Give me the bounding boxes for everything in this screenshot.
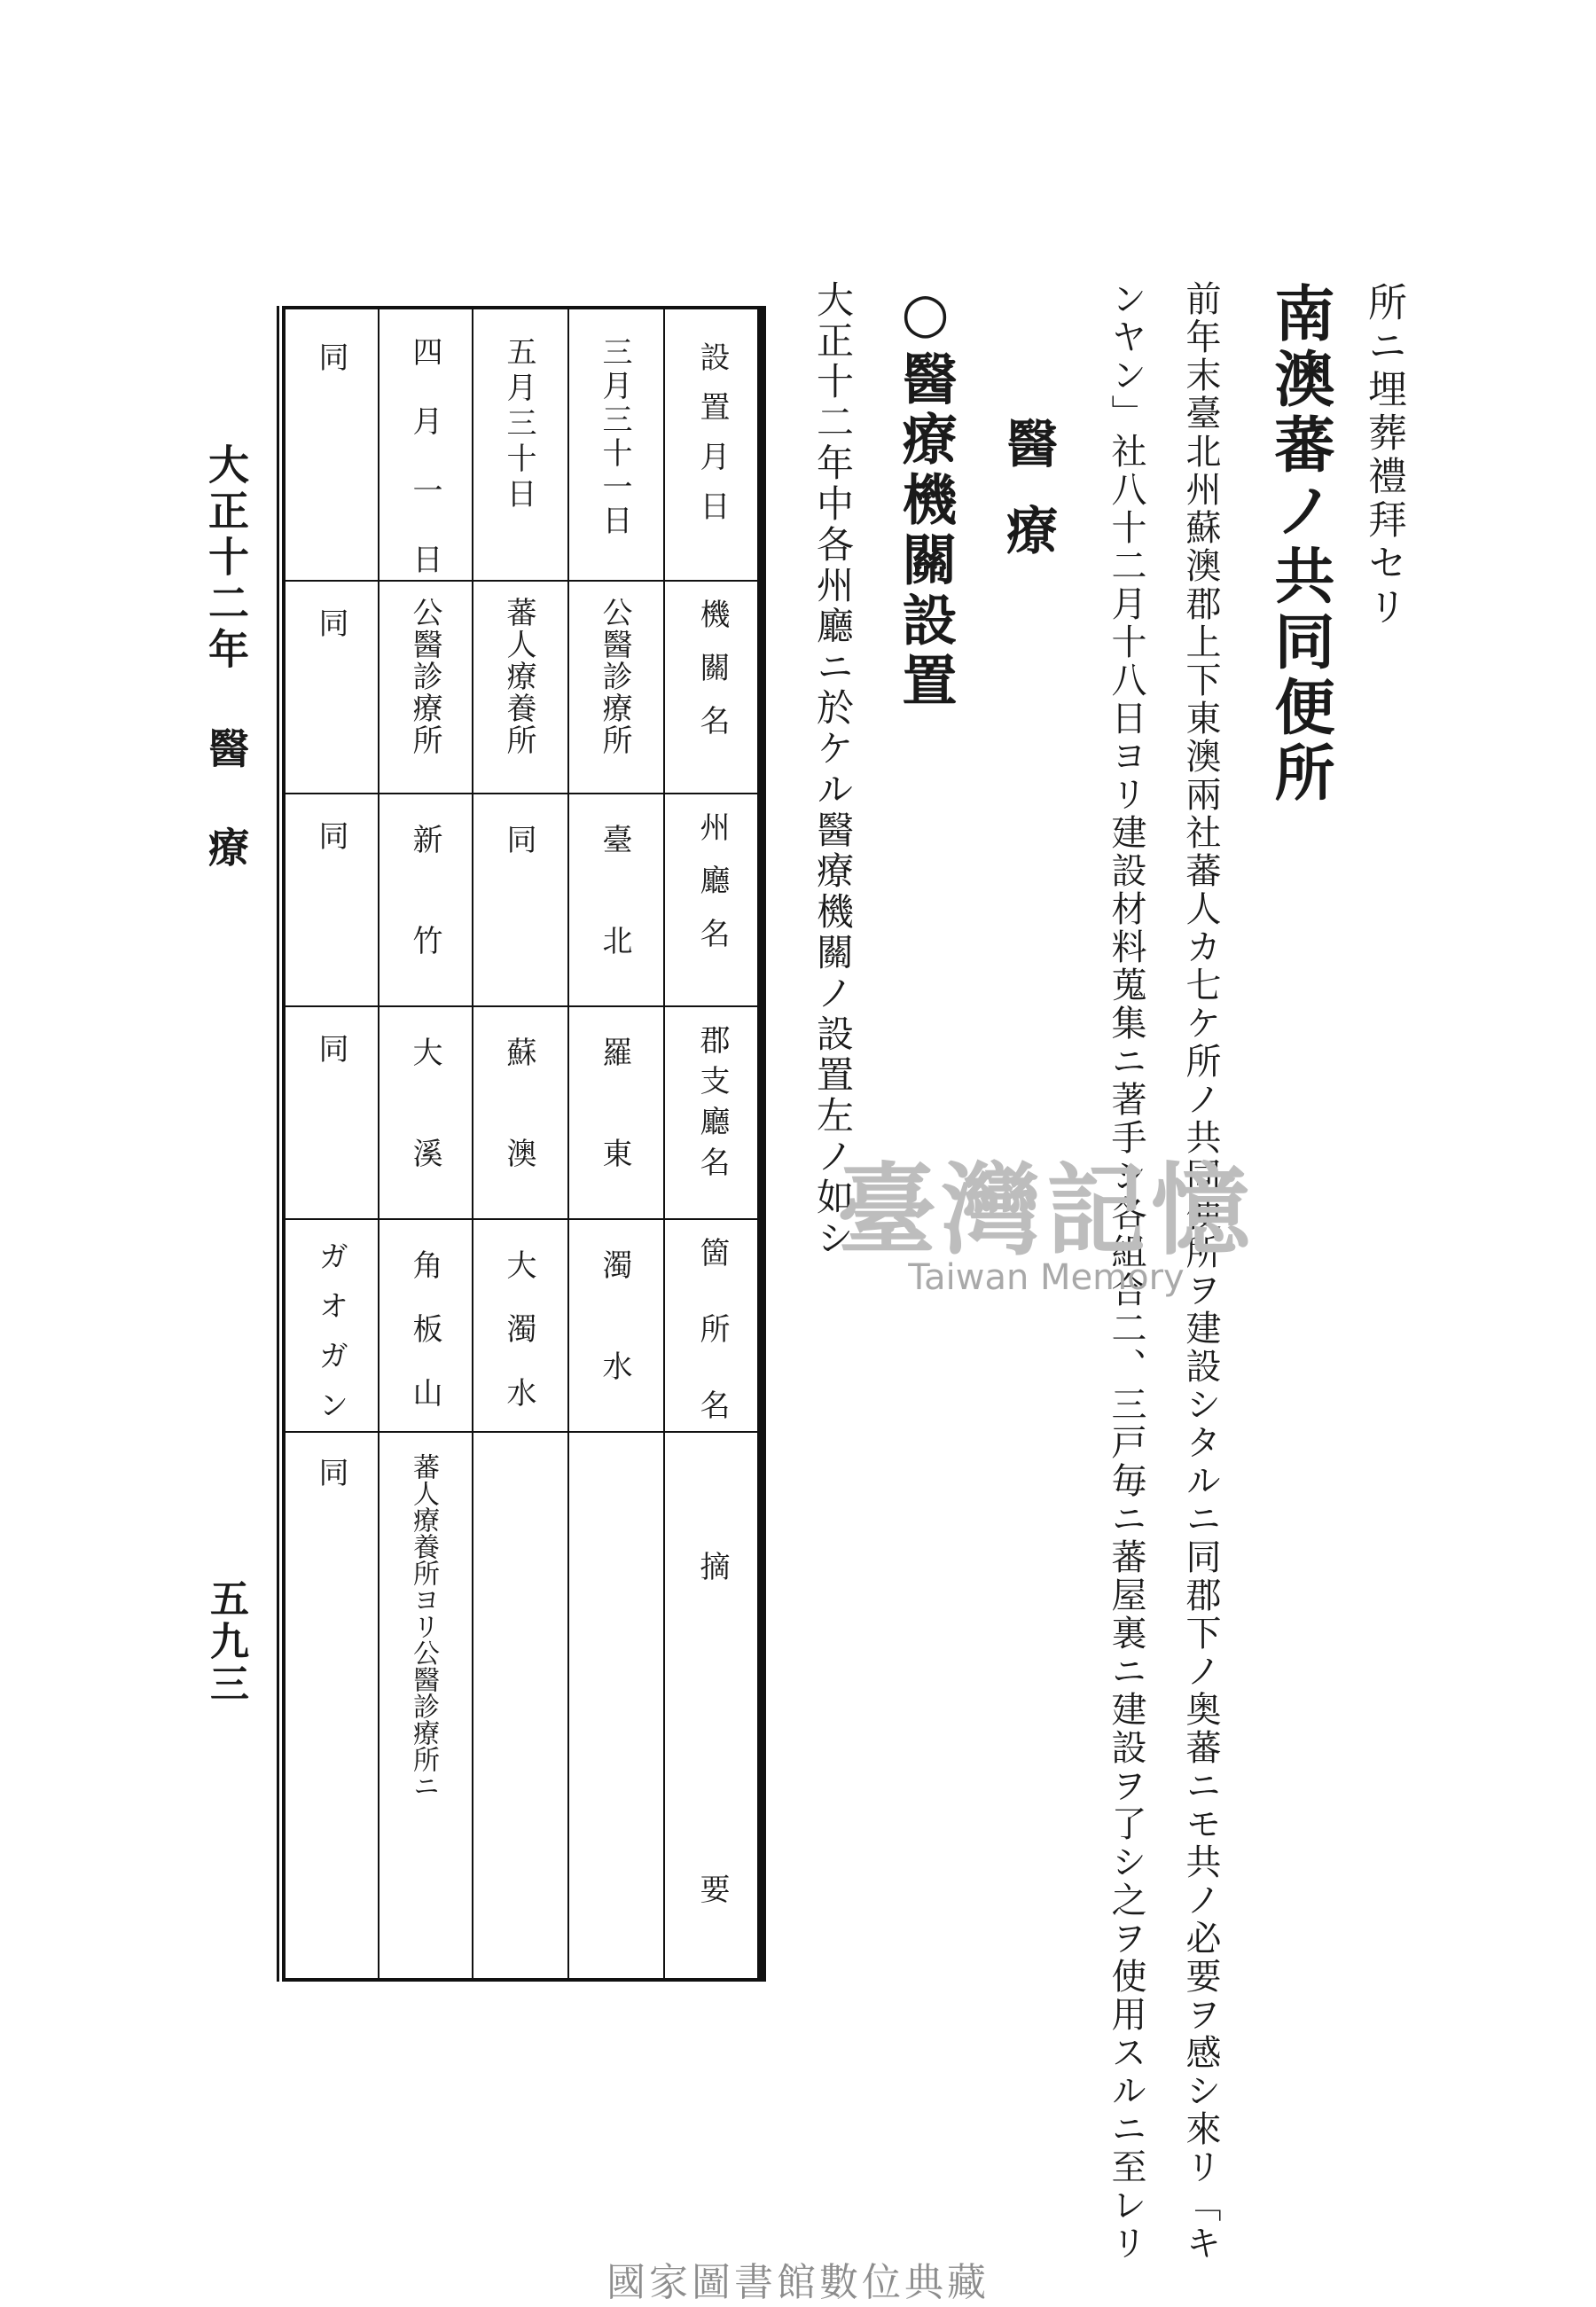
watermark xyxy=(798,1153,1295,1298)
header-cell: 箇所名 xyxy=(694,1237,730,1466)
facility-cell: 公醫診療所 xyxy=(597,597,632,756)
header-cell: 設置月日 xyxy=(694,341,730,540)
watermark-english: Taiwan Memory xyxy=(908,1257,1185,1298)
page-number: 五九三 xyxy=(203,1578,248,1706)
subheading: ○醫療機關設置 xyxy=(893,280,958,712)
district-cell: 羅東 xyxy=(597,1036,632,1239)
date-cell: 四月一日 xyxy=(407,336,442,613)
table-row xyxy=(472,309,567,1978)
prefecture-cell: 同 xyxy=(501,824,536,854)
article-body-line-2: ンヤン」社八十二月十八日ヨリ建設材料蒐集ニ著手シ各組合二、三戸毎ニ蕃屋裏ニ建設ヲ了シ之ヲ使用スルニ至レリ xyxy=(1106,280,1146,2263)
facilities-table xyxy=(282,306,761,2196)
header-cell: 摘要 xyxy=(694,1551,730,2196)
prefecture-cell: 臺北 xyxy=(597,824,632,1026)
header-cell: 郡支廳名 xyxy=(694,1024,730,1187)
date-cell: 同 xyxy=(313,341,348,371)
location-cell: 濁水 xyxy=(597,1249,632,1451)
table-row xyxy=(378,309,472,1978)
location-cell: ガオガン xyxy=(313,1240,348,1439)
remarks-cell: 同 xyxy=(313,1457,348,1487)
date-cell: 三月三十一日 xyxy=(597,336,632,538)
table-row xyxy=(567,309,663,1978)
location-cell: 大濁水 xyxy=(501,1249,536,1441)
watermark-chinese: 臺灣記憶 xyxy=(837,1153,1256,1269)
date-cell: 五月三十日 xyxy=(501,336,536,513)
facility-cell: 蕃人療養所 xyxy=(501,597,536,756)
header-cell: 州廳名 xyxy=(694,811,730,971)
district-cell: 大溪 xyxy=(407,1036,442,1239)
prefecture-cell: 同 xyxy=(313,820,348,850)
bottom-mark: 國家圖書館數位典藏 xyxy=(606,2260,990,2305)
district-cell: 同 xyxy=(313,1033,348,1063)
remarks-cell: 蕃人療養所ヨリ公醫診療所ニ xyxy=(408,1453,439,1799)
location-cell: 角板山 xyxy=(407,1249,442,1441)
header-cell: 機關名 xyxy=(694,598,730,758)
article-body-line-1: 前年末臺北州蘇澳郡上下東澳兩社蕃人カ七ケ所ノ共同便所ヲ建設シタルニ同郡下ノ奥蕃ニモ共ノ必要ヲ感シ來リ「キ xyxy=(1180,280,1221,2263)
article-title: 南澳蕃ノ共同便所 xyxy=(1264,282,1335,807)
footer-caption: 大正十二年 醫 療 xyxy=(202,443,250,872)
intro-text: 大正十二年中各州廳ニ於ケル醫療機關ノ設置左ノ如シ xyxy=(811,280,855,1259)
header-line: 所ニ埋葬禮拜セリ xyxy=(1361,282,1406,630)
facility-cell: 公醫診療所 xyxy=(407,597,442,756)
district-cell: 蘇澳 xyxy=(501,1036,536,1239)
facility-cell: 同 xyxy=(313,607,348,637)
prefecture-cell: 新竹 xyxy=(407,824,442,1026)
section-title: 醫療 xyxy=(998,417,1058,590)
table-row xyxy=(286,309,378,1978)
table-header-column xyxy=(663,309,761,2196)
